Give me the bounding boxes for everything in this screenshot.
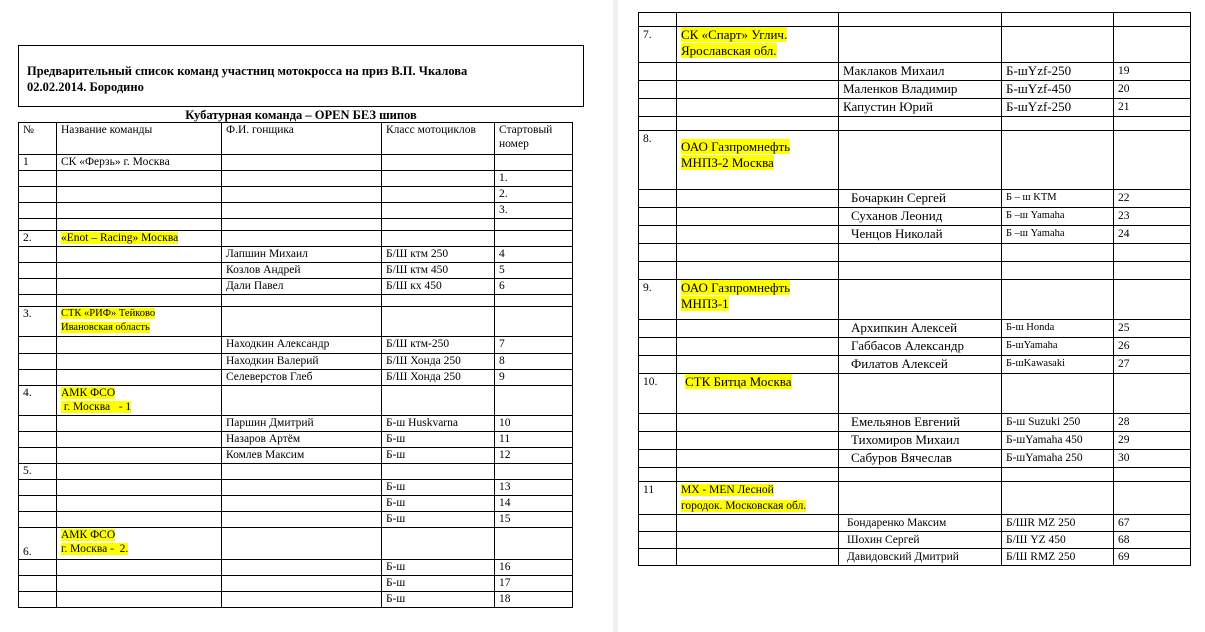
start-number: 12 bbox=[495, 448, 573, 464]
rider-name: Дали Павел bbox=[222, 279, 382, 295]
table-row bbox=[639, 131, 1191, 190]
team-name-line-1: АМК ФСО bbox=[61, 387, 116, 399]
bike-class: Б –ш Yamaha bbox=[1002, 208, 1114, 226]
team-name-line-1: ОАО Газпромнефть bbox=[681, 139, 791, 154]
spacer-row bbox=[19, 219, 573, 231]
bike-class: Б-ш bbox=[382, 496, 495, 512]
start-number: 24 bbox=[1114, 226, 1191, 244]
title-line-2: 02.02.2014. Бородино bbox=[27, 80, 144, 94]
bike-class: Б-ш bbox=[382, 576, 495, 592]
team-name bbox=[57, 386, 222, 416]
start-number: 67 bbox=[1114, 515, 1191, 532]
start-number: 9 bbox=[495, 370, 573, 386]
table-row bbox=[639, 81, 1191, 99]
team-name-line-1: MX - MEN Лесной bbox=[681, 484, 774, 496]
table-row bbox=[19, 512, 573, 528]
bike-class: Б-ш bbox=[382, 560, 495, 576]
rider-name: Капустин Юрий bbox=[839, 99, 1002, 117]
team-name-line-1: ОАО Газпромнефть bbox=[681, 280, 791, 295]
table-row bbox=[639, 208, 1191, 226]
rider-name: Тихомиров Михаил bbox=[839, 432, 1002, 450]
start-number: 28 bbox=[1114, 414, 1191, 432]
table-row bbox=[639, 450, 1191, 468]
bike-class: Б/Ш YZ 450 bbox=[1002, 532, 1114, 549]
bike-class: Б-шYamaha 450 bbox=[1002, 432, 1114, 450]
team-number: 2. bbox=[19, 231, 57, 247]
bike-class: Б-ш bbox=[382, 592, 495, 608]
table-row bbox=[639, 414, 1191, 432]
team-name-line-2: Ярославская обл. bbox=[681, 43, 777, 58]
table-row bbox=[19, 464, 573, 480]
spacer-row bbox=[639, 13, 1191, 27]
col-header-no: № bbox=[19, 123, 57, 155]
table-row bbox=[19, 480, 573, 496]
team-name-line-2: городок. Московская обл. bbox=[681, 500, 807, 512]
col-header-team: Название команды bbox=[57, 123, 222, 155]
rider-name: Находкин Александр bbox=[222, 337, 382, 354]
table-row bbox=[639, 532, 1191, 549]
bike-class: Б/Ш RMZ 250 bbox=[1002, 549, 1114, 566]
start-number: 11 bbox=[495, 432, 573, 448]
start-number: 16 bbox=[495, 560, 573, 576]
spacer-row bbox=[19, 295, 573, 307]
start-number: 21 bbox=[1114, 99, 1191, 117]
start-number: 2. bbox=[495, 187, 573, 203]
bike-class: Б – ш KTM bbox=[1002, 190, 1114, 208]
rider-name: Селеверстов Глеб bbox=[222, 370, 382, 386]
table-row bbox=[639, 356, 1191, 374]
rider-name: Габбасов Александр bbox=[839, 338, 1002, 356]
table-row bbox=[19, 370, 573, 386]
left-team-table bbox=[18, 122, 573, 608]
team-number: 4. bbox=[19, 386, 57, 416]
rider-name: Суханов Леонид bbox=[839, 208, 1002, 226]
start-number: 10 bbox=[495, 416, 573, 432]
bike-class: Б-ш bbox=[382, 448, 495, 464]
bike-class: Б/Ш Хонда 250 bbox=[382, 370, 495, 386]
table-row bbox=[19, 247, 573, 263]
start-number: 14 bbox=[495, 496, 573, 512]
bike-class: Б-ш Honda bbox=[1002, 320, 1114, 338]
team-name-text: СТК Битца Москва bbox=[685, 374, 792, 389]
table-row bbox=[639, 432, 1191, 450]
team-name-line-2: Ивановская область bbox=[61, 322, 150, 333]
team-number: 9. bbox=[639, 280, 677, 320]
table-row bbox=[639, 320, 1191, 338]
table-row bbox=[19, 448, 573, 464]
right-team-table bbox=[638, 12, 1191, 566]
bike-class: Б-ш Suzuki 250 bbox=[1002, 414, 1114, 432]
col-header-rider: Ф.И. гонщика bbox=[222, 123, 382, 155]
rider-name: Маленков Владимир bbox=[839, 81, 1002, 99]
team-number: 3. bbox=[19, 307, 57, 337]
table-row bbox=[639, 374, 1191, 414]
bike-class: Б –ш Yamaha bbox=[1002, 226, 1114, 244]
team-name bbox=[57, 528, 222, 560]
team-name-line-1: СК «Спарт» Углич. bbox=[681, 27, 788, 42]
table-row bbox=[19, 279, 573, 295]
rider-name: Емельянов Евгений bbox=[839, 414, 1002, 432]
start-number: 22 bbox=[1114, 190, 1191, 208]
rider-name: Архипкин Алексей bbox=[839, 320, 1002, 338]
table-row bbox=[19, 155, 573, 171]
rider-name: Назаров Артём bbox=[222, 432, 382, 448]
bike-class: Б/Ш ктм 450 bbox=[382, 263, 495, 279]
category-title: Кубатурная команда – OPEN БЕЗ шипов bbox=[185, 108, 417, 122]
rider-name: Шохин Сергей bbox=[839, 532, 1002, 549]
table-row bbox=[19, 203, 573, 219]
bike-class: Б-шYamaha bbox=[1002, 338, 1114, 356]
rider-name: Находкин Валерий bbox=[222, 354, 382, 370]
table-row bbox=[639, 549, 1191, 566]
team-name bbox=[677, 27, 839, 63]
bike-class: Б-шYamaha 250 bbox=[1002, 450, 1114, 468]
right-page bbox=[618, 0, 1205, 632]
team-name-line-2: г. Москва - 1 bbox=[61, 401, 132, 413]
bike-class: Б-шYzf-250 bbox=[1002, 99, 1114, 117]
table-row bbox=[19, 337, 573, 354]
team-number: 7. bbox=[639, 27, 677, 63]
bike-class: Б/Ш кх 450 bbox=[382, 279, 495, 295]
team-name bbox=[57, 307, 222, 337]
header-box bbox=[18, 45, 584, 107]
spacer-row bbox=[639, 468, 1191, 482]
rider-name: Сабуров Вячеслав bbox=[839, 450, 1002, 468]
team-name-line-2: МНПЗ-1 bbox=[681, 296, 729, 311]
bike-class: Б-ш Huskvarna bbox=[382, 416, 495, 432]
start-number: 13 bbox=[495, 480, 573, 496]
start-number: 20 bbox=[1114, 81, 1191, 99]
team-name: СК «Ферзь» г. Москва bbox=[57, 155, 222, 171]
spacer-row bbox=[639, 244, 1191, 262]
rider-name: Козлов Андрей bbox=[222, 263, 382, 279]
team-name-line-1: СТК «РИФ» Тейково bbox=[61, 308, 156, 319]
start-number: 25 bbox=[1114, 320, 1191, 338]
table-header-row bbox=[19, 123, 573, 155]
start-number: 30 bbox=[1114, 450, 1191, 468]
start-number: 6 bbox=[495, 279, 573, 295]
table-row bbox=[19, 307, 573, 337]
table-row bbox=[19, 354, 573, 370]
start-number: 18 bbox=[495, 592, 573, 608]
team-number: 10. bbox=[639, 374, 677, 414]
bike-class: Б-ш bbox=[382, 432, 495, 448]
bike-class: Б-ш bbox=[382, 512, 495, 528]
table-row bbox=[639, 99, 1191, 117]
table-row bbox=[19, 528, 573, 560]
col-header-class: Класс мотоциклов bbox=[382, 123, 495, 155]
bike-class: Б-шYzf-250 bbox=[1002, 63, 1114, 81]
team-name bbox=[677, 280, 839, 320]
start-number: 3. bbox=[495, 203, 573, 219]
team-name-line-1: АМК ФСО bbox=[61, 529, 116, 541]
table-row bbox=[639, 226, 1191, 244]
rider-name: Филатов Алексей bbox=[839, 356, 1002, 374]
start-number: 19 bbox=[1114, 63, 1191, 81]
spacer-row bbox=[639, 262, 1191, 280]
start-number: 1. bbox=[495, 171, 573, 187]
table-row bbox=[19, 263, 573, 279]
table-row bbox=[639, 515, 1191, 532]
team-number: 5. bbox=[19, 464, 57, 480]
bike-class: Б/Ш Хонда 250 bbox=[382, 354, 495, 370]
bike-class: Б/Ш ктм-250 bbox=[382, 337, 495, 354]
rider-name: Паршин Дмитрий bbox=[222, 416, 382, 432]
table-row bbox=[639, 63, 1191, 81]
title-line-1: Предварительный список команд участниц мотокросса на приз В.П. Чкалова bbox=[27, 64, 468, 78]
start-number: 17 bbox=[495, 576, 573, 592]
spacer-row bbox=[639, 117, 1191, 131]
bike-class: Б/ШR MZ 250 bbox=[1002, 515, 1114, 532]
rider-name: Бочаркин Сергей bbox=[839, 190, 1002, 208]
table-row bbox=[639, 190, 1191, 208]
rider-name: Маклаков Михаил bbox=[839, 63, 1002, 81]
start-number: 4 bbox=[495, 247, 573, 263]
rider-name: Бондаренко Максим bbox=[839, 515, 1002, 532]
team-name bbox=[57, 231, 222, 247]
table-row bbox=[639, 27, 1191, 63]
start-number: 7 bbox=[495, 337, 573, 354]
team-name bbox=[677, 482, 839, 515]
rider-name: Лапшин Михаил bbox=[222, 247, 382, 263]
team-number: 11 bbox=[639, 482, 677, 515]
team-name-line-2: г. Москва - 2. bbox=[61, 543, 129, 555]
table-row bbox=[19, 171, 573, 187]
bike-class: Б-шKawasaki bbox=[1002, 356, 1114, 374]
rider-name: Давидовский Дмитрий bbox=[839, 549, 1002, 566]
table-row bbox=[19, 576, 573, 592]
team-number: 6. bbox=[19, 528, 57, 560]
bike-class: Б-ш bbox=[382, 480, 495, 496]
table-row bbox=[19, 592, 573, 608]
table-row bbox=[639, 482, 1191, 515]
document-title bbox=[27, 63, 467, 95]
start-number: 26 bbox=[1114, 338, 1191, 356]
start-number: 27 bbox=[1114, 356, 1191, 374]
table-row bbox=[19, 231, 573, 247]
table-row bbox=[639, 338, 1191, 356]
table-row bbox=[19, 560, 573, 576]
start-number: 5 bbox=[495, 263, 573, 279]
start-number: 68 bbox=[1114, 532, 1191, 549]
table-row bbox=[19, 386, 573, 416]
rider-name: Комлев Максим bbox=[222, 448, 382, 464]
team-number: 1 bbox=[19, 155, 57, 171]
team-name-text: «Enot – Racing» Москва bbox=[61, 232, 179, 244]
team-name-line-2: МНПЗ-2 Москва bbox=[681, 155, 774, 170]
col-header-start: Стартовый номер bbox=[495, 123, 573, 155]
start-number: 23 bbox=[1114, 208, 1191, 226]
start-number: 15 bbox=[495, 512, 573, 528]
start-number: 29 bbox=[1114, 432, 1191, 450]
table-row bbox=[19, 416, 573, 432]
start-number: 8 bbox=[495, 354, 573, 370]
bike-class: Б-шYzf-450 bbox=[1002, 81, 1114, 99]
bike-class: Б/Ш ктм 250 bbox=[382, 247, 495, 263]
team-name bbox=[677, 131, 839, 190]
table-row bbox=[639, 280, 1191, 320]
table-row bbox=[19, 187, 573, 203]
team-number: 8. bbox=[639, 131, 677, 190]
start-number: 69 bbox=[1114, 549, 1191, 566]
table-row bbox=[19, 432, 573, 448]
rider-name: Ченцов Николай bbox=[839, 226, 1002, 244]
table-row bbox=[19, 496, 573, 512]
team-name bbox=[677, 374, 839, 414]
